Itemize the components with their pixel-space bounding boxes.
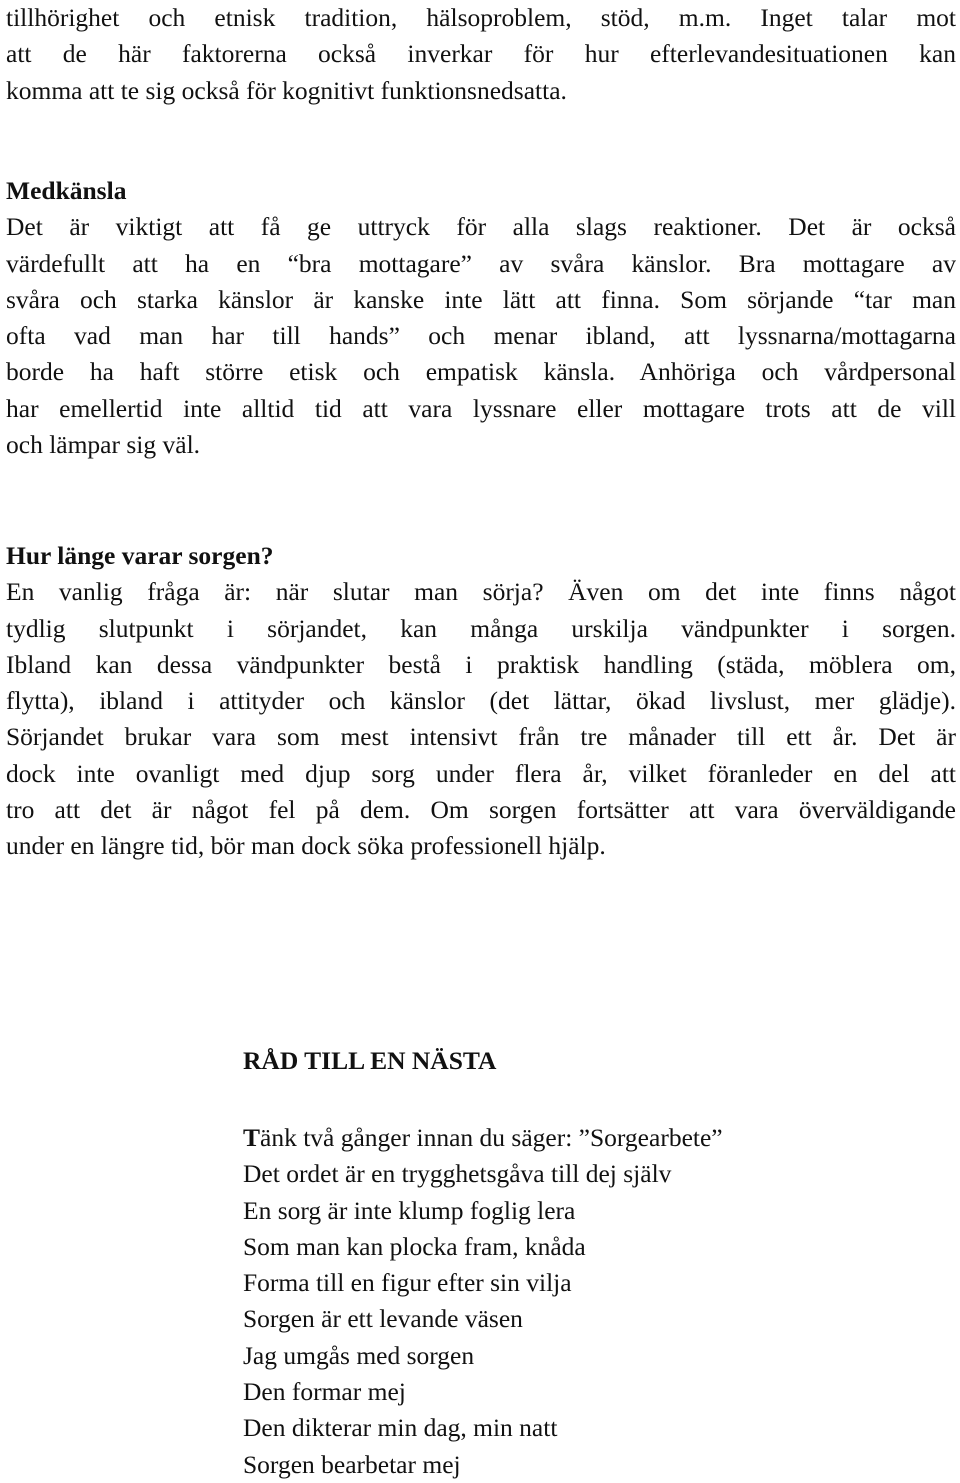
poem-line: Den formar mej xyxy=(243,1377,406,1407)
paragraph-line: Sörjandet brukar vara som mest intensivt från tre månader till ett år. Det är xyxy=(6,722,956,752)
paragraph-line: värdefullt att ha en “bra mottagare” av svåra känslor. Bra mottagare av xyxy=(6,248,956,278)
section-sorgen xyxy=(6,538,956,865)
intro-line: tillhörighet och etnisk tradition, hälsoproblem, stöd, m.m. Inget talar mot xyxy=(6,3,956,32)
intro-line: komma att te sig också för kognitivt funktionsnedsatta. xyxy=(6,75,567,105)
section-medkansla xyxy=(6,173,956,463)
paragraph-line: dock inte ovanligt med djup sorg under flera år, vilket föranleder en del att xyxy=(6,758,956,788)
paragraph-line: svåra och starka känslor är kanske inte lätt att finna. Som sörjande “tar man xyxy=(6,284,956,314)
paragraph-line: har emellertid inte alltid tid att vara lyssnare eller mottagare trots att de vill xyxy=(6,393,956,423)
paragraph-line: Det är viktigt att få ge uttryck för alla slags reaktioner. Det är också xyxy=(6,212,956,242)
paragraph-line: ofta vad man har till hands” och menar ibland, att lyssnarna/mottagarna xyxy=(6,321,956,351)
paragraph-line: En vanlig fråga är: när slutar man sörja? Även om det inte finns något xyxy=(6,577,956,607)
paragraph-line: flytta), ibland i attityder och känslor (det lättar, ökad livslust, mer glädje). xyxy=(6,686,956,716)
intro-paragraph xyxy=(6,0,956,109)
paragraph-line: under en längre tid, bör man dock söka professionell hjälp. xyxy=(6,831,606,861)
poem-line: En sorg är inte klump foglig lera xyxy=(243,1195,576,1225)
paragraph-line: och lämpar sig väl. xyxy=(6,430,201,460)
intro-line: att de här faktorerna också inverkar för hur efterlevandesituationen kan xyxy=(6,39,956,69)
paragraph-line: tro att det är något fel på dem. Om sorgen fortsätter att vara överväldigande xyxy=(6,795,956,825)
poem-line-text: änk två gånger innan du säger: ”Sorgearbete” xyxy=(260,1123,723,1152)
poem-line: Jag umgås med sorgen xyxy=(243,1340,475,1370)
poem-initial: T xyxy=(243,1123,261,1152)
poem-line xyxy=(243,1120,943,1156)
poem-body xyxy=(243,1120,943,1483)
paragraph-line: borde ha haft större etisk och empatisk känsla. Anhöriga och vårdpersonal xyxy=(6,357,956,387)
poem-line: Som man kan plocka fram, knåda xyxy=(243,1231,586,1261)
paragraph-line: tydlig slutpunkt i sörjandet, kan många urskilja vändpunkter i sorgen. xyxy=(6,613,956,643)
section-heading: Hur länge varar sorgen? xyxy=(6,541,274,570)
poem-line: Sorgen är ett levande väsen xyxy=(243,1304,523,1334)
poem-line: Den dikterar min dag, min natt xyxy=(243,1413,558,1443)
poem-line: Forma till en figur efter sin vilja xyxy=(243,1268,572,1298)
poem-title: RÅD TILL EN NÄSTA xyxy=(243,1046,497,1075)
poem-line: Sorgen bearbetar mej xyxy=(243,1449,461,1479)
poem-line: Det ordet är en trygghetsgåva till dej själv xyxy=(243,1159,672,1189)
section-heading: Medkänsla xyxy=(6,176,127,205)
paragraph-line: Ibland kan dessa vändpunkter bestå i praktisk handling (städa, möblera om, xyxy=(6,649,956,679)
